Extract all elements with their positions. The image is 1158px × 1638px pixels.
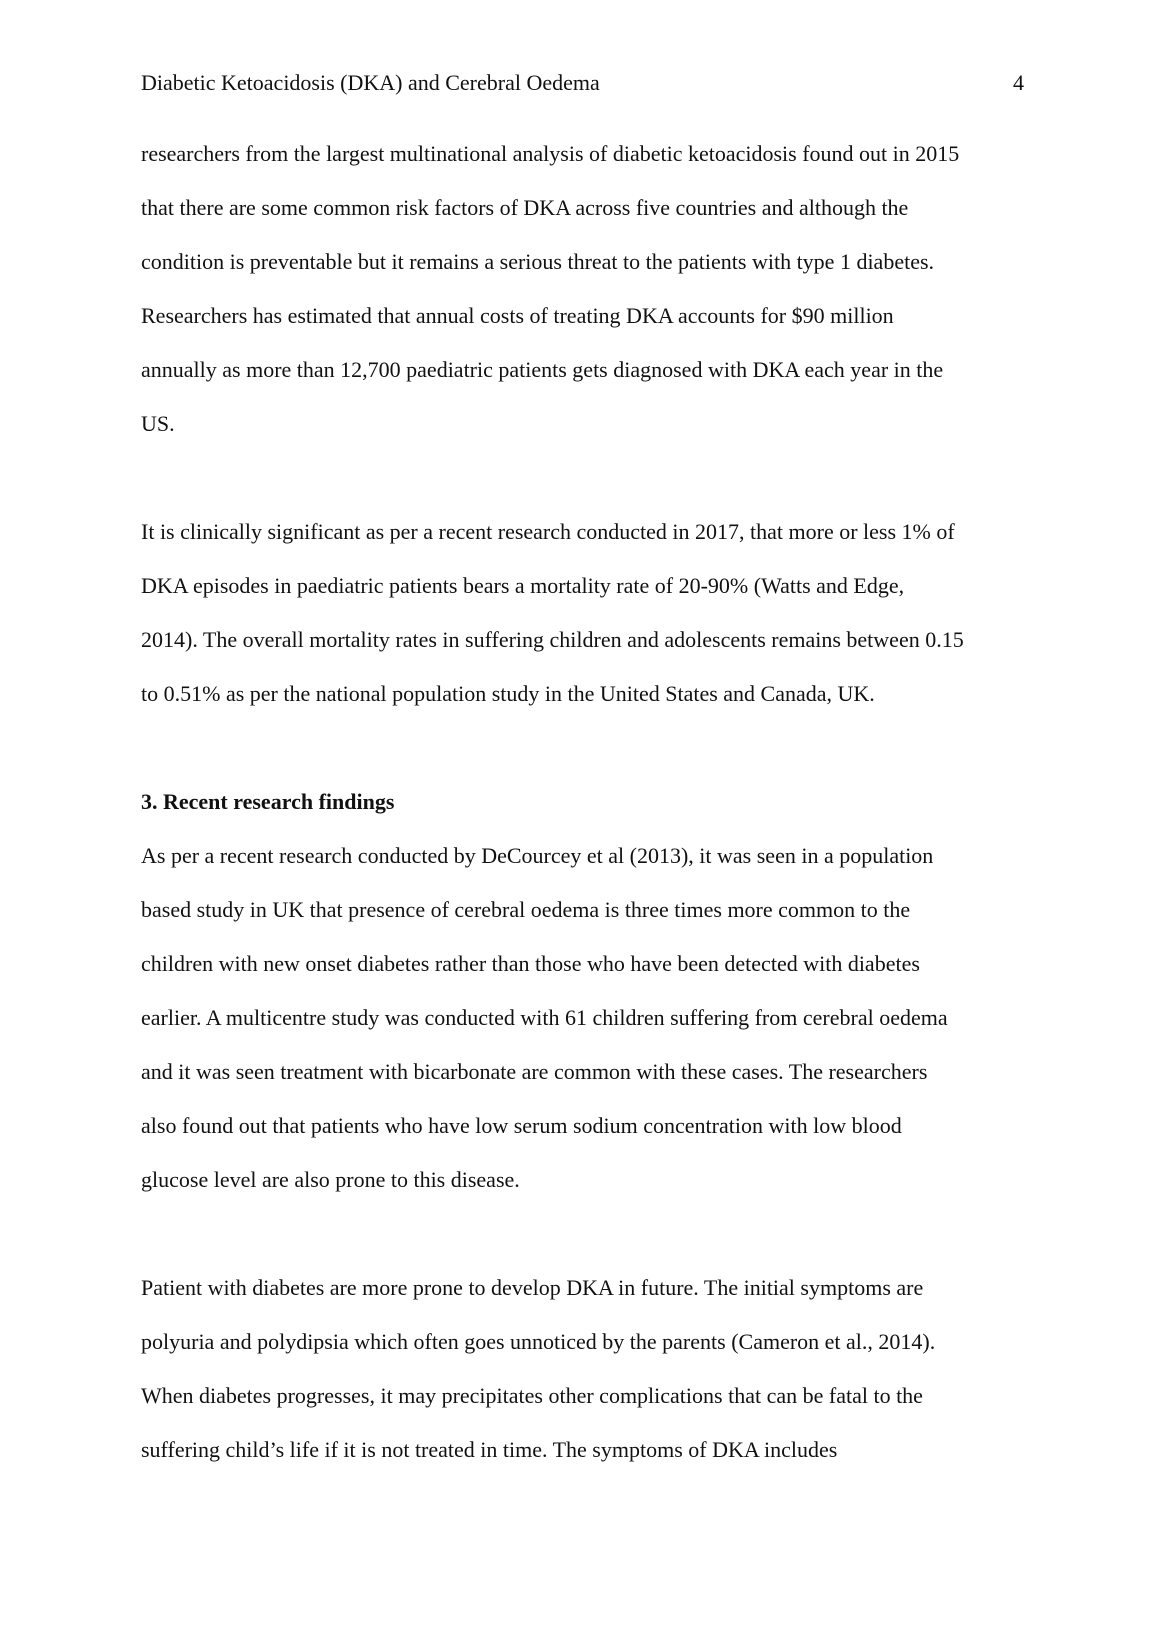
text-line: that there are some common risk factors of DKA across five countries and although the [141,195,909,220]
page-number: 4 [1013,70,1024,95]
text-line: annually as more than 12,700 paediatric patients gets diagnosed with DKA each year in the [141,357,944,382]
text-line: 2014). The overall mortality rates in suffering children and adolescents remains between 0.15 [141,627,964,652]
text-line: earlier. A multicentre study was conducted with 61 children suffering from cerebral oedema [141,1005,948,1030]
text-line: also found out that patients who have low serum sodium concentration with low blood [141,1113,902,1138]
text-line: glucose level are also prone to this disease. [141,1167,520,1192]
paragraph-gap [141,731,1021,785]
text-line: As per a recent research conducted by DeCourcey et al (2013), it was seen in a population [141,843,934,868]
document-body [141,137,1021,1487]
text-line: It is clinically significant as per a recent research conducted in 2017, that more or less 1% of [141,519,955,544]
text-line: condition is preventable but it remains a serious threat to the patients with type 1 diabetes. [141,249,935,274]
paragraph-gap [141,461,1021,515]
text-line: DKA episodes in paediatric patients bears a mortality rate of 20-90% (Watts and Edge, [141,573,905,598]
paragraph-gap [141,1217,1021,1271]
section-recent-research-findings [141,785,1021,1217]
text-line: US. [141,411,175,436]
paragraph-1 [141,137,1021,461]
paragraph-2 [141,515,1021,731]
section-heading: 3. Recent research findings [141,789,395,814]
text-line: based study in UK that presence of cerebral oedema is three times more common to the [141,897,911,922]
paragraph-4 [141,1271,1021,1487]
text-line: and it was seen treatment with bicarbonate are common with these cases. The researchers [141,1059,928,1084]
text-line: researchers from the largest multinational analysis of diabetic ketoacidosis found out in 2015 [141,141,960,166]
text-line: children with new onset diabetes rather than those who have been detected with diabetes [141,951,920,976]
text-line: suffering child’s life if it is not treated in time. The symptoms of DKA includes [141,1437,838,1462]
text-line: to 0.51% as per the national population study in the United States and Canada, UK. [141,681,875,706]
header-title: Diabetic Ketoacidosis (DKA) and Cerebral Oedema [141,70,600,95]
text-line: Researchers has estimated that annual costs of treating DKA accounts for $90 million [141,303,894,328]
text-line: Patient with diabetes are more prone to develop DKA in future. The initial symptoms are [141,1275,924,1300]
text-line: polyuria and polydipsia which often goes unnoticed by the parents (Cameron et al., 2014). [141,1329,936,1354]
text-line: When diabetes progresses, it may precipitates other complications that can be fatal to the [141,1383,923,1408]
